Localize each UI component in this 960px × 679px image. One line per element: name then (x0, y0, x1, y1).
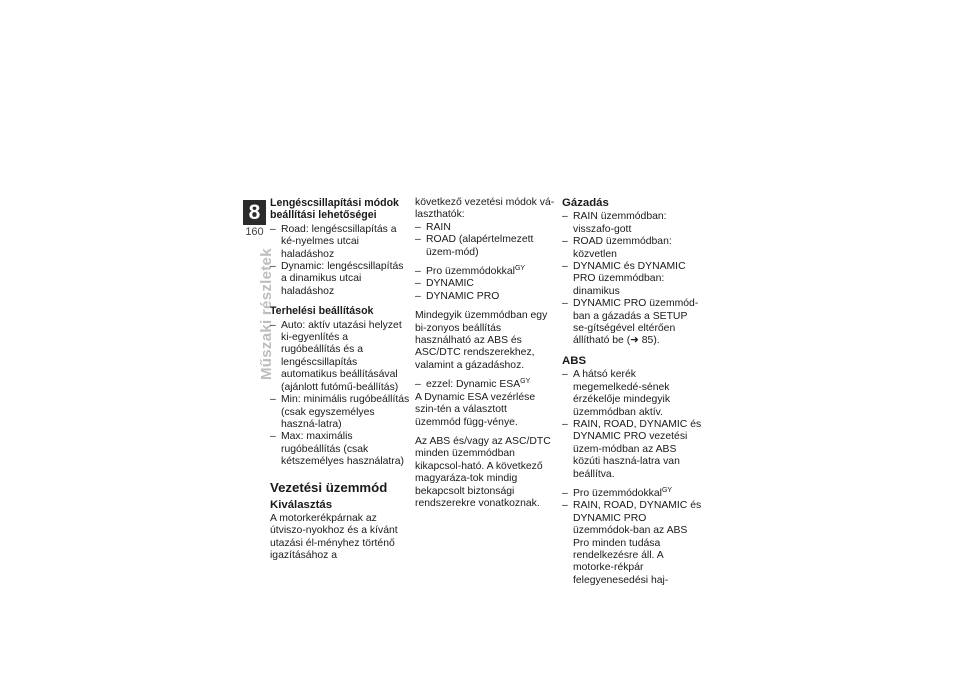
list-item: – DYNAMIC és DYNAMIC PRO üzemmódban: dinamikus (562, 261, 702, 298)
abs-asc-paragraph: Az ABS és/vagy az ASC/DTC minden üzemmódban kikapcsol-ható. A következő magyaráza-tok mindig bekapcsolt biztonsági rendszerekre vonatkoznak. (415, 435, 551, 509)
heading-suspension-modes: Lengéscsillapítási módok beállítási lehetőségei (270, 197, 399, 222)
suspension-list (270, 224, 410, 298)
abs-list (562, 369, 702, 481)
list-item: – Auto: aktív utazási helyzet ki-egyenlítés a rugóbeállítás és a lengéscsillapítás automatikus beállításával (ajánlott futómű-beállítás) (270, 320, 410, 394)
heading-riding-mode: Vezetési üzemmód (270, 479, 388, 495)
list-item: – Min: minimális rugóbeállítás (csak egyszemélyes haszná-latra) (270, 394, 410, 431)
esa-list (415, 379, 555, 391)
settings-paragraph: Mindegyik üzemmódban egy bi-zonyos beállítás használható az ABS és ASC/DTC rendszerekhez, valamint a gázadáshoz. (415, 310, 548, 371)
modes-list (415, 222, 555, 259)
list-item: – RAIN (415, 222, 555, 234)
list-item: – Max: maximális rugóbeállítás (csak kétszemélyes használatra) (270, 431, 410, 468)
list-item: – ROAD (alapértelmezett üzem-mód) (415, 234, 555, 259)
heading-abs: ABS (562, 354, 587, 367)
esa-paragraph: A Dynamic ESA vezérlése szin-tén a választott üzemmód függ-vénye. (415, 391, 536, 428)
list-item: – RAIN, ROAD, DYNAMIC és DYNAMIC PRO üzemmódok-ban az ABS Pro minden tudása rendelkezésre áll. A motorke-rékpár felegyenesedési haj- (562, 500, 702, 587)
heading-throttle: Gázadás (562, 197, 609, 209)
column-1 (270, 197, 410, 563)
list-item: – ROAD üzemmódban: közvetlen (562, 236, 702, 261)
list-item: – RAIN üzemmódban: visszafo-gott (562, 211, 702, 236)
pro-mode-sup: GY (514, 265, 526, 273)
heading-load-settings: Terhelési beállítások (270, 305, 374, 318)
page-number: 160 (245, 226, 264, 238)
list-item: – Road: lengéscsillapítás a ké-nyelmes utcai haladáshoz (270, 224, 410, 261)
pro-mode-label: Pro üzemmódokkal (573, 487, 662, 499)
pro-mode-label: Pro üzemmódokkal (426, 266, 515, 278)
list-item: – RAIN, ROAD, DYNAMIC és DYNAMIC PRO vezetési üzem-módban az ABS közúti haszná-latra van beállítva. (562, 419, 702, 481)
list-item: – Dynamic: lengéscsillapítás a dinamikus utcai haladáshoz (270, 261, 410, 298)
throttle-list (562, 211, 702, 347)
list-item: – A hátsó kerék megemelkedé-sének érzékelője mindegyik üzemmódban aktív. (562, 369, 702, 419)
column-3 (562, 197, 702, 587)
side-section-title: Műszaki részletek (258, 248, 275, 380)
esa-item (415, 379, 555, 391)
abs-pro-list (562, 488, 702, 587)
chapter-badge: 8 (243, 200, 266, 225)
column-2 (415, 197, 555, 510)
esa-label: ezzel: Dynamic ESA (426, 379, 521, 391)
pro-mode-item (562, 488, 702, 500)
list-item: – DYNAMIC (415, 278, 555, 290)
pro-mode-sup: GY (661, 486, 673, 494)
pro-mode-item (415, 266, 555, 278)
modes-intro: következő vezetési módok vá-laszthatók: (415, 197, 555, 221)
list-item: – DYNAMIC PRO üzemmód-ban a gázadás a SETUP se-gítségével eltérően állítható be (➜ 85). (562, 298, 702, 348)
load-list (270, 320, 410, 469)
esa-sup: GY (520, 378, 531, 386)
selection-paragraph: A motorkerékpárnak az útviszo-nyokhoz és a kívánt utazási él-ményhez történő igazításához a (270, 512, 398, 562)
heading-selection: Kiválasztás (270, 498, 333, 511)
list-item: – DYNAMIC PRO (415, 291, 555, 303)
pro-modes-list (415, 266, 555, 303)
